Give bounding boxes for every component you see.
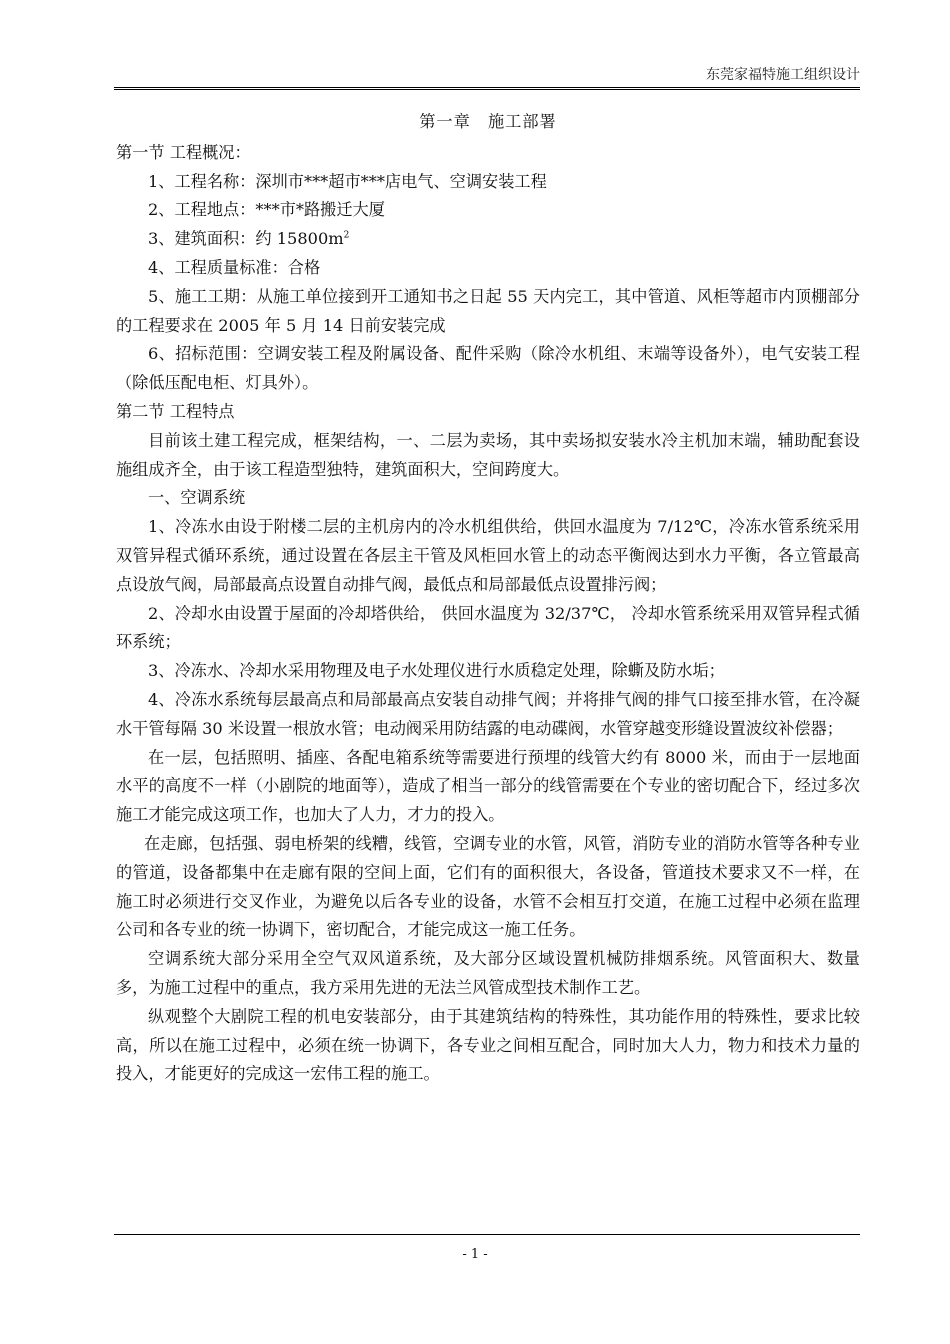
- subsection-heading: 一、空调系统: [148, 488, 246, 508]
- hvac-item: 2、冷却水由设置于屋面的冷却塔供给， 供回水温度为 32/37℃， 冷却水管系统采用双管异程式循环系统；: [116, 603, 860, 652]
- header-rule: [114, 87, 860, 90]
- hvac-item: 1、冷冻水由设于附楼二层的主机房内的冷水机组供给，供回水温度为 7/12℃，冷冻水管系统采用双管异程式循环系统，通过设置在各层主干管及风柜回水管上的动态平衡阀达到水力平衡，各立管最高点设放气阀，局部最高点设置自动排气阀，最低点和局部最低点设置排污阀；: [116, 517, 860, 594]
- footer-rule: [114, 1234, 860, 1235]
- overview-item: 1、工程名称：深圳市***超市***店电气、空调安装工程: [148, 171, 547, 191]
- body-paragraph: 在一层，包括照明、插座、各配电箱系统等需要进行预埋的线管大约有 8000 米，而由于一层地面水平的高度不一样（小剧院的地面等），造成了相当一部分的线管需要在个专业的密切配合下，经过多次施工才能完成这项工作，也加大了人力，才力的投入。: [116, 747, 860, 825]
- hvac-item: 3、冷冻水、冷却水采用物理及电子水处理仪进行水质稳定处理，除蟖及防水垢；: [148, 661, 725, 681]
- body-paragraph: 空调系统大部分采用全空气双风道系统，及大部分区域设置机械防排烟系统。风管面积大、数量多，为施工过程中的重点，我方采用先进的无法兰风管成型技术制作工艺。: [116, 949, 860, 997]
- section-1-heading: 第一节 工程概况：: [116, 142, 251, 162]
- overview-item: 5、施工工期：从施工单位接到开工通知书之日起 55 天内完工，其中管道、风柜等超市内顶棚部分的工程要求在 2005 年 5 月 14 日前安装完成: [116, 286, 860, 335]
- header-title: 东莞家福特施工组织设计: [706, 67, 860, 83]
- body-paragraph: 在走廊，包括强、弱电桥架的线糟，线管，空调专业的水管，风管，消防专业的消防水管等各种专业的管道，设备都集中在走廊有限的空间上面，它们有的面积很大，各设备，管道技术要求又不一样，在施工时必须进行交叉作业，为避免以后各专业的设备，水管不会相互打交道，在施工过程中必须在监理公司和各专业的统一协调下，密切配合，才能完成这一施工任务。: [116, 833, 860, 940]
- overview-item: [116, 225, 860, 254]
- area-text: 3、建筑面积：约 15800m: [148, 229, 344, 249]
- document-body: [116, 108, 860, 1089]
- body-paragraph: 纵观整个大剧院工程的机电安装部分，由于其建筑结构的特殊性，其功能作用的特殊性，要求比较高，所以在施工过程中，必须在统一协调下，各专业之间相互配合，同时加大人力，物力和技术力量的投入，才能更好的完成这一宏伟工程的施工。: [116, 1006, 860, 1084]
- chapter-title: 第一章 施工部署: [419, 112, 557, 131]
- section-2-intro: 目前该土建工程完成，框架结构，一、二层为卖场，其中卖场拟安装水冷主机加末端，辅助配套设施组成齐全，由于该工程造型独特，建筑面积大，空间跨度大。: [116, 430, 860, 479]
- section-2-heading: 第二节 工程特点: [116, 401, 235, 421]
- area-superscript: 2: [343, 230, 350, 241]
- overview-item: 2、工程地点：***市*路搬迁大厦: [148, 200, 385, 220]
- page-number: - 1 -: [462, 1247, 488, 1262]
- overview-item: 6、招标范围：空调安装工程及附属设备、配件采购（除冷水机组、末端等设备外），电气安装工程（除低压配电柜、灯具外）。: [116, 344, 860, 393]
- hvac-item: 4、冷冻水系统每层最高点和局部最高点安装自动排气阀；并将排气阀的排气口接至排水管，在冷凝水干管每隔 30 米设置一根放水管；电动阀采用防结露的电动碟阀，水管穿越变形缝设置波纹补偿器；: [116, 689, 860, 738]
- overview-item: 4、工程质量标准：合格: [148, 257, 321, 277]
